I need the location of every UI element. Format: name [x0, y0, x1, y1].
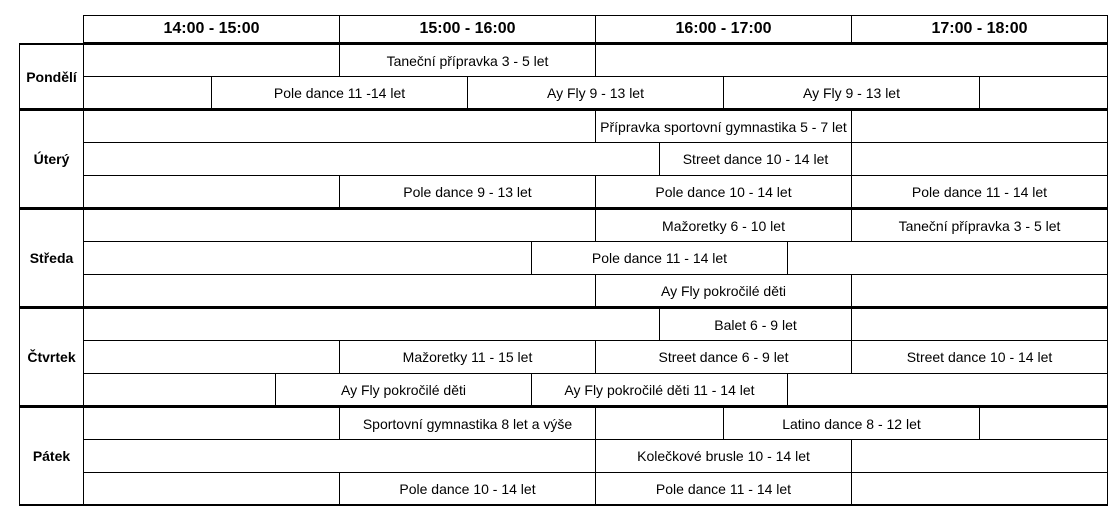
- time-slot-header: 15:00 - 16:00: [339, 15, 596, 44]
- class-slot: Přípravka sportovní gymnastika 5 - 7 let: [595, 109, 852, 143]
- empty-slot: [83, 109, 596, 143]
- time-slot-header: 14:00 - 15:00: [83, 15, 340, 44]
- empty-slot: [83, 340, 340, 374]
- empty-slot: [83, 307, 660, 341]
- class-slot: Pole dance 11 - 14 let: [851, 175, 1108, 209]
- empty-slot: [83, 406, 340, 440]
- empty-slot: [851, 307, 1108, 341]
- empty-slot: [595, 43, 1108, 77]
- class-slot: Mažoretky 11 - 15 let: [339, 340, 596, 374]
- class-slot: Ay Fly pokročilé děti: [275, 373, 532, 407]
- empty-slot: [979, 406, 1108, 440]
- empty-slot: [595, 406, 724, 440]
- class-slot: Latino dance 8 - 12 let: [723, 406, 980, 440]
- time-slot-header: 17:00 - 18:00: [851, 15, 1108, 44]
- class-slot: Kolečkové brusle 10 - 14 let: [595, 439, 852, 473]
- day-label: Pátek: [19, 406, 84, 506]
- class-slot: Street dance 10 - 14 let: [851, 340, 1108, 374]
- empty-slot: [787, 241, 1108, 275]
- empty-slot: [83, 373, 276, 407]
- class-slot: Balet 6 - 9 let: [659, 307, 852, 341]
- empty-slot: [83, 142, 660, 176]
- empty-slot: [979, 76, 1108, 110]
- day-label: Pondělí: [19, 43, 84, 110]
- class-slot: Ay Fly pokročilé děti: [595, 274, 852, 308]
- class-slot: Pole dance 9 - 13 let: [339, 175, 596, 209]
- day-label: Středa: [19, 208, 84, 308]
- empty-slot: [851, 472, 1108, 506]
- empty-slot: [83, 76, 212, 110]
- empty-slot: [83, 241, 532, 275]
- empty-slot: [83, 472, 340, 506]
- class-slot: Ay Fly 9 - 13 let: [723, 76, 980, 110]
- empty-slot: [83, 274, 596, 308]
- empty-slot: [787, 373, 1108, 407]
- empty-slot: [83, 43, 340, 77]
- empty-slot: [851, 142, 1108, 176]
- empty-slot: [851, 439, 1108, 473]
- empty-slot: [851, 109, 1108, 143]
- time-slot-header: 16:00 - 17:00: [595, 15, 852, 44]
- class-slot: Street dance 6 - 9 let: [595, 340, 852, 374]
- class-slot: Pole dance 11 - 14 let: [595, 472, 852, 506]
- empty-slot: [851, 274, 1108, 308]
- class-slot: Pole dance 11 - 14 let: [531, 241, 788, 275]
- class-slot: Ay Fly pokročilé děti 11 - 14 let: [531, 373, 788, 407]
- empty-slot: [83, 208, 596, 242]
- class-slot: Pole dance 10 - 14 let: [339, 472, 596, 506]
- empty-slot: [83, 175, 340, 209]
- class-slot: Ay Fly 9 - 13 let: [467, 76, 724, 110]
- class-slot: Mažoretky 6 - 10 let: [595, 208, 852, 242]
- class-slot: Pole dance 11 -14 let: [211, 76, 468, 110]
- class-slot: Sportovní gymnastika 8 let a výše: [339, 406, 596, 440]
- class-slot: Street dance 10 - 14 let: [659, 142, 852, 176]
- class-slot: Pole dance 10 - 14 let: [595, 175, 852, 209]
- class-slot: Taneční přípravka 3 - 5 let: [339, 43, 596, 77]
- class-slot: Taneční přípravka 3 - 5 let: [851, 208, 1108, 242]
- empty-slot: [83, 439, 596, 473]
- day-label: Čtvrtek: [19, 307, 84, 407]
- day-label: Úterý: [19, 109, 84, 209]
